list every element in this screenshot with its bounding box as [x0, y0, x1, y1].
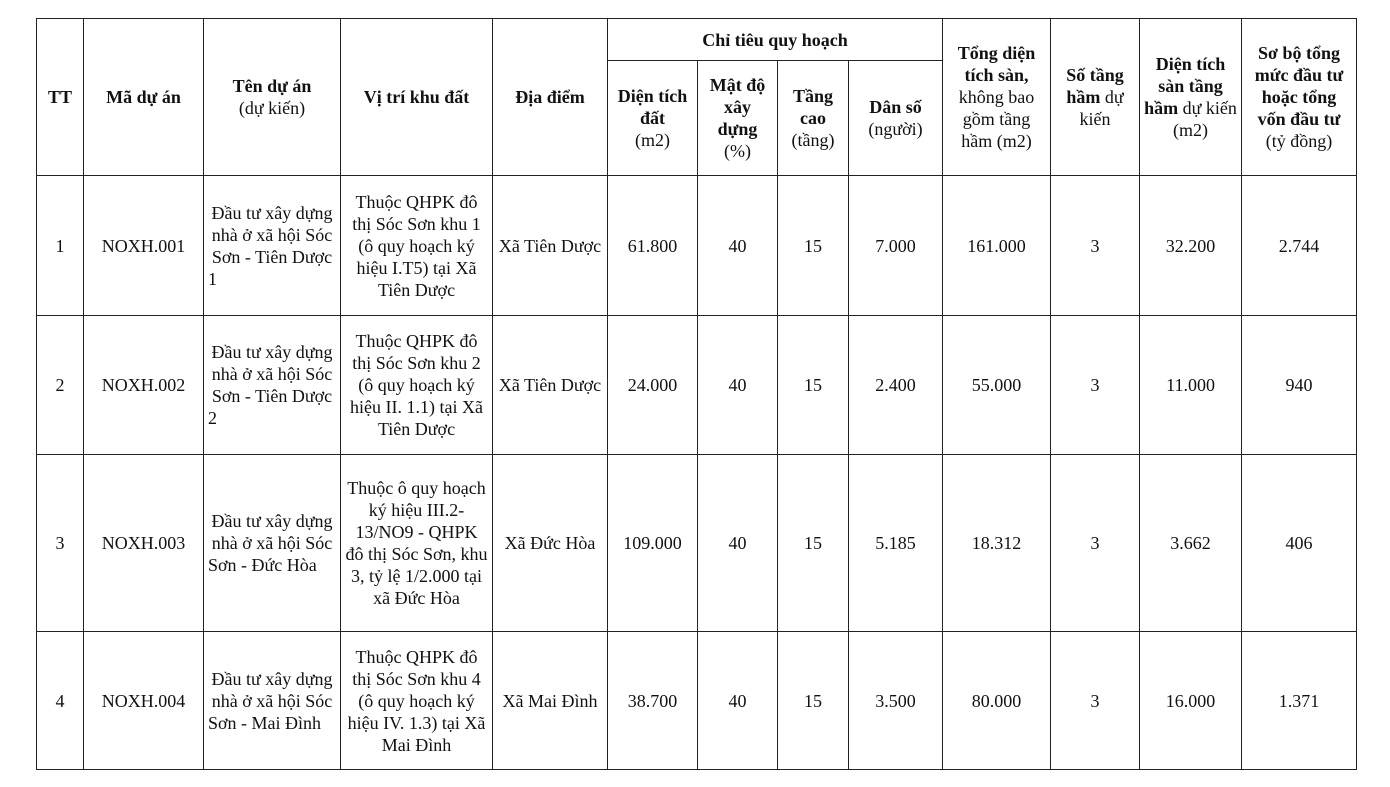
cell-tt: 3: [37, 455, 84, 632]
col-dtham-header: Diện tích sàn tầng hầm dự kiến (m2): [1140, 19, 1242, 176]
cell-dtham: 16.000: [1140, 632, 1242, 770]
cell-von: 940: [1242, 316, 1357, 455]
cell-danso: 7.000: [849, 176, 943, 316]
cell-diadiem: Xã Đức Hòa: [493, 455, 608, 632]
project-table: [36, 18, 1357, 770]
cell-von: 406: [1242, 455, 1357, 632]
cell-sotangham: 3: [1051, 176, 1140, 316]
cell-matdo: 40: [698, 176, 778, 316]
cell-tt: 2: [37, 316, 84, 455]
col-tangcao-header: Tầng cao (tầng): [778, 61, 849, 176]
cell-ma: NOXH.004: [84, 632, 204, 770]
cell-ten: Đầu tư xây dựng nhà ở xã hội Sóc Sơn - Tiên Dược 2: [204, 316, 341, 455]
cell-dientich: 24.000: [608, 316, 698, 455]
cell-danso: 2.400: [849, 316, 943, 455]
table-row: [37, 316, 1357, 455]
cell-dientich: 61.800: [608, 176, 698, 316]
col-danso-header: Dân số (người): [849, 61, 943, 176]
cell-von: 1.371: [1242, 632, 1357, 770]
cell-danso: 5.185: [849, 455, 943, 632]
cell-tongsan: 18.312: [943, 455, 1051, 632]
cell-tt: 4: [37, 632, 84, 770]
cell-tongsan: 161.000: [943, 176, 1051, 316]
cell-matdo: 40: [698, 632, 778, 770]
table-row: [37, 632, 1357, 770]
cell-vitri: Thuộc QHPK đô thị Sóc Sơn khu 4 (ô quy hoạch ký hiệu IV. 1.3) tại Xã Mai Đình: [341, 632, 493, 770]
cell-dtham: 32.200: [1140, 176, 1242, 316]
cell-dtham: 11.000: [1140, 316, 1242, 455]
col-tt-header: TT: [37, 19, 84, 176]
cell-matdo: 40: [698, 316, 778, 455]
cell-ten: Đầu tư xây dựng nhà ở xã hội Sóc Sơn - Tiên Dược 1: [204, 176, 341, 316]
cell-tongsan: 80.000: [943, 632, 1051, 770]
cell-ma: NOXH.002: [84, 316, 204, 455]
col-matdo-header: Mật độ xây dựng (%): [698, 61, 778, 176]
table-row: [37, 455, 1357, 632]
cell-danso: 3.500: [849, 632, 943, 770]
cell-diadiem: Xã Tiên Dược: [493, 176, 608, 316]
table-row: [37, 176, 1357, 316]
cell-dientich: 38.700: [608, 632, 698, 770]
cell-ma: NOXH.003: [84, 455, 204, 632]
cell-dientich: 109.000: [608, 455, 698, 632]
col-vitri-header: Vị trí khu đất: [341, 19, 493, 176]
cell-vitri: Thuộc ô quy hoạch ký hiệu III.2-13/NO9 - QHPK đô thị Sóc Sơn, khu 3, tỷ lệ 1/2.000 tại xã Đức Hòa: [341, 455, 493, 632]
cell-matdo: 40: [698, 455, 778, 632]
col-dientich-header: Diện tích đất (m2): [608, 61, 698, 176]
cell-tt: 1: [37, 176, 84, 316]
cell-sotangham: 3: [1051, 455, 1140, 632]
cell-ten: Đầu tư xây dựng nhà ở xã hội Sóc Sơn - Đức Hòa: [204, 455, 341, 632]
cell-tangcao: 15: [778, 316, 849, 455]
cell-von: 2.744: [1242, 176, 1357, 316]
col-ma-header: Mã dự án: [84, 19, 204, 176]
cell-sotangham: 3: [1051, 632, 1140, 770]
cell-tongsan: 55.000: [943, 316, 1051, 455]
cell-ma: NOXH.001: [84, 176, 204, 316]
cell-tangcao: 15: [778, 176, 849, 316]
cell-diadiem: Xã Tiên Dược: [493, 316, 608, 455]
col-ten-header: Tên dự án (dự kiến): [204, 19, 341, 176]
cell-vitri: Thuộc QHPK đô thị Sóc Sơn khu 2 (ô quy hoạch ký hiệu II. 1.1) tại Xã Tiên Dược: [341, 316, 493, 455]
cell-dtham: 3.662: [1140, 455, 1242, 632]
cell-vitri: Thuộc QHPK đô thị Sóc Sơn khu 1 (ô quy hoạch ký hiệu I.T5) tại Xã Tiên Dược: [341, 176, 493, 316]
cell-ten: Đầu tư xây dựng nhà ở xã hội Sóc Sơn - Mai Đình: [204, 632, 341, 770]
col-tongsan-header: Tổng diện tích sàn, không bao gồm tầng hầm (m2): [943, 19, 1051, 176]
cell-tangcao: 15: [778, 632, 849, 770]
cell-sotangham: 3: [1051, 316, 1140, 455]
header-row-1: [37, 19, 1357, 61]
chi-tieu-header: Chỉ tiêu quy hoạch: [608, 19, 943, 61]
col-sotangham-header: Số tầng hầm dự kiến: [1051, 19, 1140, 176]
cell-diadiem: Xã Mai Đình: [493, 632, 608, 770]
col-von-header: Sơ bộ tổng mức đầu tư hoặc tổng vốn đầu tư (tỷ đồng): [1242, 19, 1357, 176]
cell-tangcao: 15: [778, 455, 849, 632]
col-diadiem-header: Địa điểm: [493, 19, 608, 176]
